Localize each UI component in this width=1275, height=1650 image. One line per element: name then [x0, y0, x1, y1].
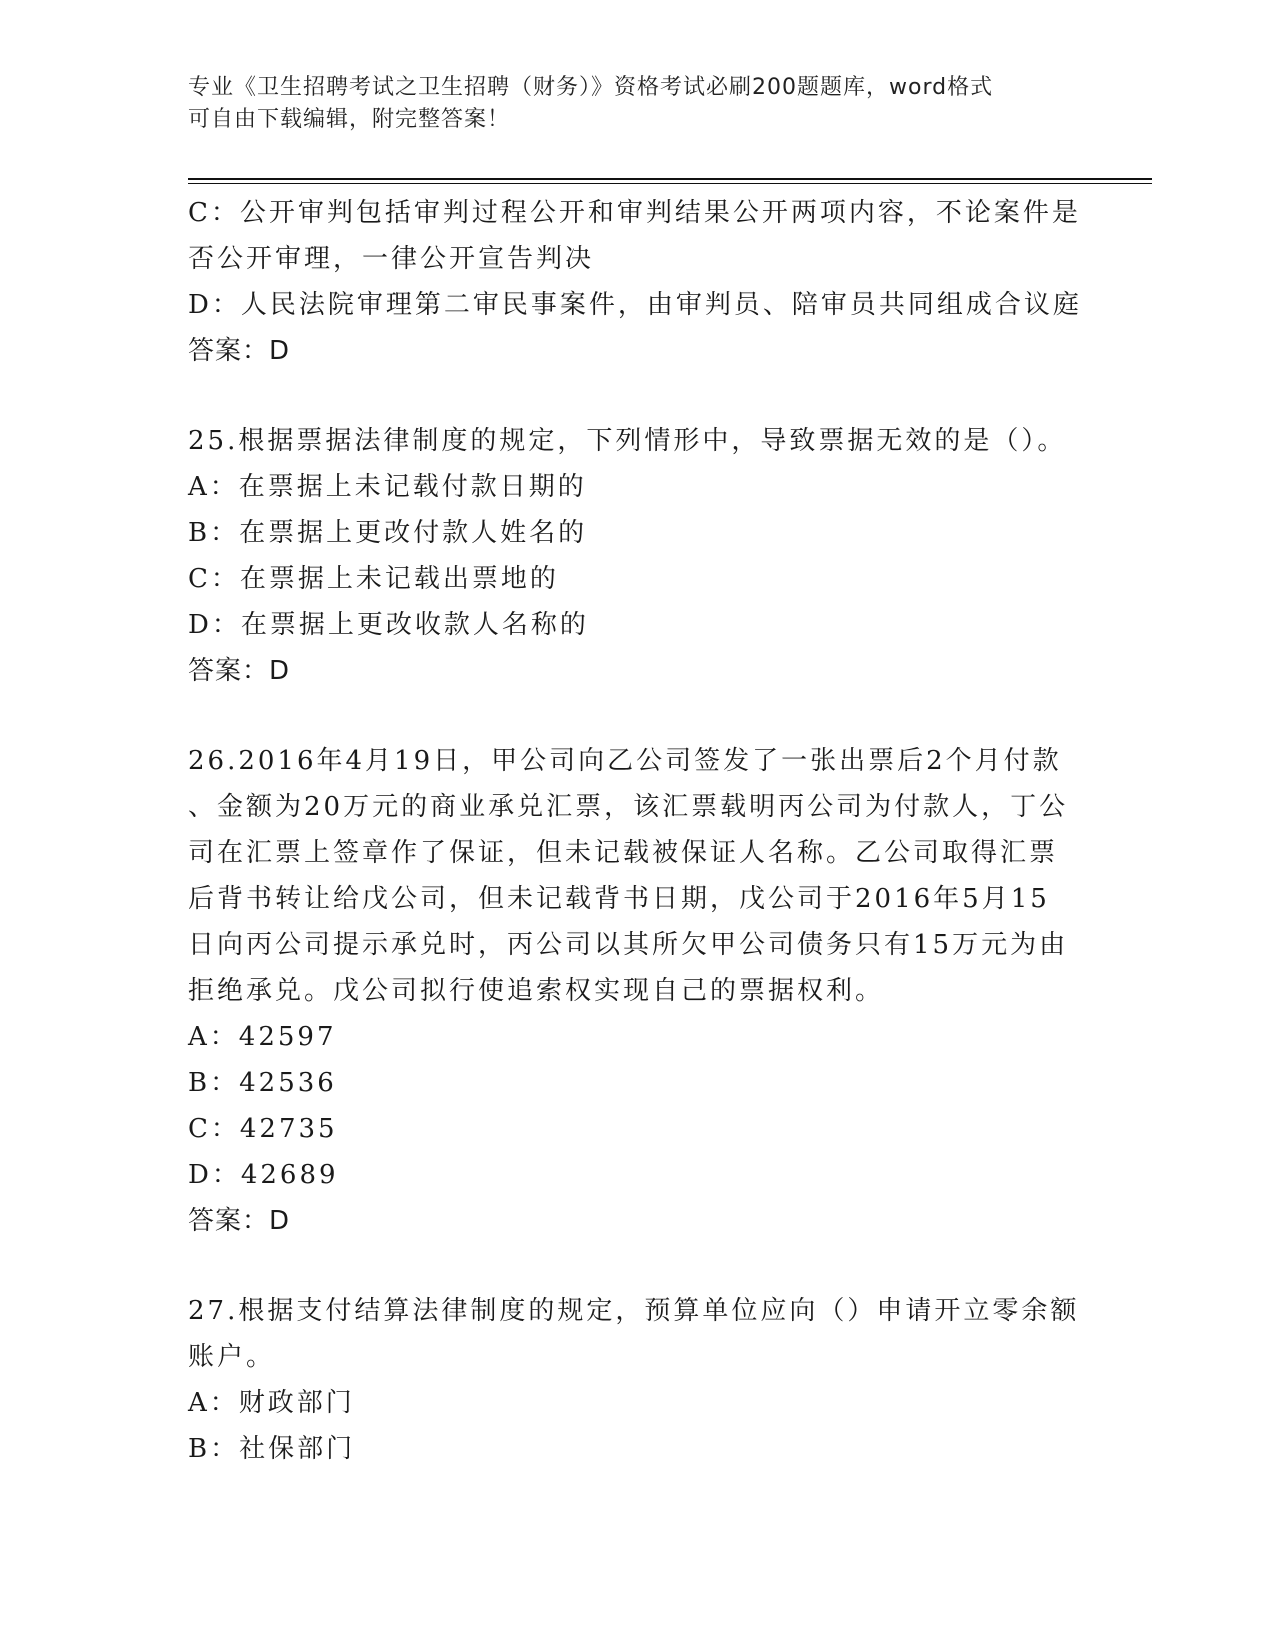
- header-divider-thick: [188, 178, 1152, 180]
- option-d: D：42689: [188, 1160, 339, 1190]
- option-a: A：财政部门: [188, 1388, 355, 1418]
- option-a: A：42597: [188, 1022, 337, 1052]
- prev-question-block: [188, 190, 1088, 374]
- question-stem-line: 拒绝承兑。戊公司拟行使追索权实现自己的票据权利。: [188, 976, 885, 1006]
- document-header: [188, 72, 1088, 136]
- answer: 答案：D: [188, 336, 291, 366]
- answer: 答案：D: [188, 656, 291, 686]
- question-stem: 25.根据票据法律制度的规定，下列情形中，导致票据无效的是（）。: [188, 426, 1067, 456]
- header-line-1: 专业《卫生招聘考试之卫生招聘（财务）》资格考试必刷200题题库，word格式: [188, 75, 994, 100]
- question-26: [188, 738, 1088, 1244]
- option-b: B：在票据上更改付款人姓名的: [188, 518, 588, 548]
- question-stem-line: 27.根据支付结算法律制度的规定，预算单位应向（）申请开立零余额: [188, 1296, 1080, 1326]
- spacer: [188, 1244, 1088, 1288]
- spacer: [188, 694, 1088, 738]
- option-c-continued: 否公开审理，一律公开宣告判决: [188, 244, 595, 274]
- option-b: B：42536: [188, 1068, 337, 1098]
- question-stem-line: 日向丙公司提示承兑时，丙公司以其所欠甲公司债务只有15万元为由: [188, 930, 1069, 960]
- spacer: [188, 374, 1088, 418]
- option-c: C：42735: [188, 1114, 338, 1144]
- option-d: D：在票据上更改收款人名称的: [188, 610, 589, 640]
- question-stem-line: 司在汇票上签章作了保证，但未记载被保证人名称。乙公司取得汇票: [188, 838, 1059, 868]
- question-stem-line: 后背书转让给戊公司，但未记载背书日期，戊公司于2016年5月15: [188, 884, 1050, 914]
- question-stem-line: 、金额为20万元的商业承兑汇票，该汇票载明丙公司为付款人，丁公: [188, 792, 1069, 822]
- header-divider-thin: [188, 183, 1152, 184]
- option-c: C：公开审判包括审判过程公开和审判结果公开两项内容，不论案件是: [188, 198, 1081, 228]
- header-line-2: 可自由下载编辑，附完整答案！: [188, 107, 511, 132]
- question-stem-line: 26.2016年4月19日，甲公司向乙公司签发了一张出票后2个月付款: [188, 746, 1062, 776]
- option-b: B：社保部门: [188, 1434, 356, 1464]
- question-stem-line: 账户。: [188, 1342, 276, 1372]
- question-27: [188, 1288, 1088, 1472]
- option-d: D：人民法院审理第二审民事案件，由审判员、陪审员共同组成合议庭: [188, 290, 1082, 320]
- question-content: [188, 190, 1088, 1472]
- answer: 答案：D: [188, 1206, 291, 1236]
- option-c: C：在票据上未记载出票地的: [188, 564, 559, 594]
- question-25: [188, 418, 1088, 694]
- option-a: A：在票据上未记载付款日期的: [188, 472, 587, 502]
